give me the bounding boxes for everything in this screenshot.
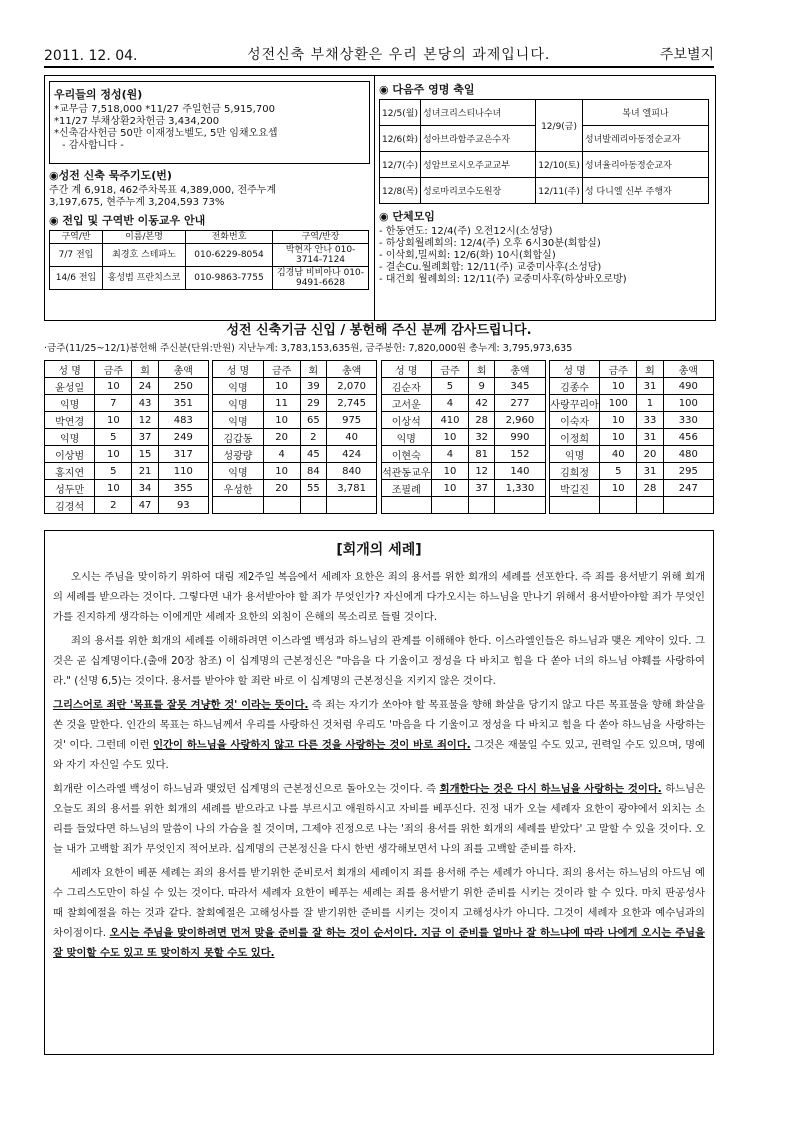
prayer-line: 3,197,675, 현주누계 3,204,593 73% [49, 197, 225, 208]
donor-cell: 990 [495, 429, 545, 446]
donor-cell: 10 [600, 412, 637, 429]
cell-phone: 010-6229-8054 [186, 244, 273, 267]
donor-cell: 31 [637, 378, 663, 395]
donor-cell: 12 [132, 412, 158, 429]
table-row [45, 463, 714, 480]
donor-cell: 11 [263, 395, 300, 412]
donor-cell: 1 [637, 395, 663, 412]
donor-cell: 33 [637, 412, 663, 429]
group-line: - 한동연도: 12/4(주) 오전12시(소성당) [379, 226, 553, 237]
donor-section [44, 360, 714, 514]
donor-cell: 55 [300, 480, 326, 497]
table-row [380, 100, 709, 126]
right-column [375, 76, 715, 320]
donor-cell: 152 [495, 446, 545, 463]
feast-name: 성녀율리아동정순교자 [582, 152, 708, 178]
sermon-paragraph [53, 695, 705, 775]
donor-cell: 110 [158, 463, 208, 480]
sermon-paragraph [53, 863, 705, 963]
donor-cell: 43 [132, 395, 158, 412]
donor-cell: 10 [431, 463, 468, 480]
donor-cell [469, 497, 495, 514]
feast-date: 12/8(목) [380, 178, 421, 204]
donor-cell: 익명 [549, 446, 599, 463]
offering-thanks: - 감사합니다 - [62, 140, 124, 151]
donor-cell: 익명 [381, 429, 431, 446]
offering-line: *11/27 부채상환2차헌금 3,434,200 [54, 116, 220, 127]
donor-cell: 10 [600, 429, 637, 446]
donor-cell: 홍지연 [45, 463, 95, 480]
col-header: 총액 [495, 361, 545, 378]
donor-cell: 410 [431, 412, 468, 429]
donor-cell: 사랑꾸리아 [549, 395, 599, 412]
donor-cell: 295 [663, 463, 713, 480]
donor-cell: 31 [637, 463, 663, 480]
donor-cell: 47 [132, 497, 158, 514]
donor-cell [600, 497, 637, 514]
feast-table [379, 99, 709, 204]
group-title: ◉ 단체모임 [379, 210, 435, 223]
sermon-title: [회개의 세례] [336, 542, 422, 558]
donor-cell: 10 [600, 378, 637, 395]
table-row [45, 497, 714, 514]
donor-cell: 7 [95, 395, 132, 412]
donor-cell: 익명 [213, 378, 263, 395]
donor-cell: 김경석 [45, 497, 95, 514]
donor-cell [431, 497, 468, 514]
donor-cell: 45 [300, 446, 326, 463]
sermon-text: 오시는 주님을 맞이하기 위하여 대림 제2주일 복음에서 세례자 요한은 죄의 용서를 위한 회개의 세례를 선포한다. 즉 죄를 용서받기 위해 회개의 세례를 받으라는 것이다. 그렇다면 내가 용서받아야 할 죄가 무엇인가? 자신에게 다가오시는 하느님을 만나기 위해서 용서받아야할 죄가 무엇인가를 진지하게 생각하는 이에게만 세례자 요한의 외침이 은해의 목소리로 들릴 것이다. [53, 571, 705, 623]
col-header: 회 [469, 361, 495, 378]
col-header: 구역/반장 [273, 231, 369, 244]
col-header: 금주 [431, 361, 468, 378]
donor-cell: 박연경 [45, 412, 95, 429]
prayer-line: 주간 계 6,918, 462주차목표 4,389,000, 전주누계 [49, 185, 277, 196]
donor-cell [326, 497, 376, 514]
sermon-text: 즉 죄는 자기가 쏘아야 할 목표물을 향해 화살을 당기지 않고 다른 목표물을 향해 화살을 쏜 것을 말한다. 인간의 목표는 하느님께서 우리를 사랑하신 것처럼 우리도 '마음을 다 기울이고 정성을 다 바치고 힘을 다 쏟아 하느님을 사랑하는 것' 이다. 그런데 이런 [53, 699, 705, 751]
transfer-table [49, 230, 369, 290]
donor-cell: 317 [158, 446, 208, 463]
donor-cell: 34 [132, 480, 158, 497]
col-header: 회 [132, 361, 158, 378]
donor-cell: 29 [300, 395, 326, 412]
donor-cell: 10 [263, 378, 300, 395]
donor-cell: 조필례 [381, 480, 431, 497]
donor-cell: 480 [663, 446, 713, 463]
table-row [380, 178, 709, 204]
donor-cell: 우성한 [213, 480, 263, 497]
left-column [45, 76, 375, 320]
feast-name: 성 다니엘 신부 주행자 [582, 178, 708, 204]
donor-cell: 40 [326, 429, 376, 446]
donor-cell [663, 497, 713, 514]
emphasis-text: 그리스어로 죄란 '목표를 잘못 겨냥한 것' 이라는 뜻이다. [53, 699, 309, 711]
donor-cell: 10 [95, 480, 132, 497]
col-header: 성 명 [381, 361, 431, 378]
donor-cell: 2 [95, 497, 132, 514]
feast-date: 12/6(화) [380, 126, 421, 152]
sermon-paragraph [53, 631, 705, 691]
offering-line: *교무금 7,518,000 *11/27 주일헌금 5,915,700 [54, 104, 275, 115]
donor-cell: 490 [663, 378, 713, 395]
donor-cell: 익명 [213, 463, 263, 480]
page-header [44, 42, 714, 68]
offering-box [49, 81, 370, 164]
donor-cell: 20 [263, 429, 300, 446]
donor-cell: 4 [263, 446, 300, 463]
transfer-section [49, 212, 370, 290]
donor-cell: 성두만 [45, 480, 95, 497]
emphasis-text: 회개한다는 것은 다시 하느님을 사랑하는 것이다. [439, 783, 662, 795]
table-row [45, 429, 714, 446]
donor-cell: 330 [663, 412, 713, 429]
donor-table [44, 360, 714, 514]
donor-cell: 84 [300, 463, 326, 480]
emphasis-text: 오시는 주님을 맞이하려면 먼저 맞을 준비를 잘 하는 것이 순서이다. 지금 이 준비를 얼마나 잘 하느냐에 따라 나에게 오시는 주님을 잘 맞이할 수도 있고 또 맞이하지 못할 수도 있다. [53, 927, 705, 959]
col-header: 금주 [263, 361, 300, 378]
sermon-paragraph [53, 779, 705, 859]
donor-cell: 김갑동 [213, 429, 263, 446]
donor-cell [637, 497, 663, 514]
col-header: 총액 [326, 361, 376, 378]
donor-cell: 424 [326, 446, 376, 463]
donor-cell: 성광량 [213, 446, 263, 463]
donor-cell: 42 [469, 395, 495, 412]
cell-leader: 김경남 비비아나 010-9491-6628 [273, 267, 369, 290]
donor-cell: 5 [600, 463, 637, 480]
donor-cell [495, 497, 545, 514]
header-title: 성전신축 부채상환은 우리 본당의 과제입니다. [247, 47, 551, 63]
donor-cell: 익명 [213, 412, 263, 429]
feast-date: 12/7(수) [380, 152, 421, 178]
donor-cell: 10 [95, 446, 132, 463]
donor-cell: 4 [431, 395, 468, 412]
offering-title: 우리들의 정성(원) [54, 88, 143, 101]
donor-cell: 윤성일 [45, 378, 95, 395]
col-header: 성 명 [213, 361, 263, 378]
donor-cell: 250 [158, 378, 208, 395]
donor-cell: 40 [600, 446, 637, 463]
feast-name: 성아브라함주교은수자 [421, 126, 536, 152]
donor-cell: 32 [469, 429, 495, 446]
donor-cell: 21 [132, 463, 158, 480]
donor-cell: 이상범 [45, 446, 95, 463]
cell-area: 14/6 전입 [50, 267, 103, 290]
sermon-text: 회개란 이스라엘 백성이 하느님과 맺었던 십계명의 근본정신으로 돌아오는 것이다. 즉 [53, 783, 440, 795]
col-header: 전화번호 [186, 231, 273, 244]
col-header: 회 [300, 361, 326, 378]
donor-cell: 2 [300, 429, 326, 446]
feast-title: ◉ 다음주 영명 축일 [379, 83, 475, 96]
donor-cell: 483 [158, 412, 208, 429]
donor-cell: 김순자 [381, 378, 431, 395]
donor-cell: 249 [158, 429, 208, 446]
donor-cell [263, 497, 300, 514]
donor-cell: 익명 [45, 395, 95, 412]
donor-cell: 익명 [213, 395, 263, 412]
donor-cell: 5 [95, 463, 132, 480]
table-row [50, 267, 369, 290]
donor-cell: 345 [495, 378, 545, 395]
prayer-title: ◉성전 신축 묵주기도(번) [49, 169, 172, 182]
donor-cell: 12 [469, 463, 495, 480]
donor-cell [213, 497, 263, 514]
donor-cell: 10 [431, 480, 468, 497]
donor-cell: 석관동교우 [381, 463, 431, 480]
table-row [50, 244, 369, 267]
col-header: 이름/본명 [103, 231, 186, 244]
table-row [45, 480, 714, 497]
donor-cell: 이정희 [549, 429, 599, 446]
feast-name: 복녀 엘피나 [582, 100, 708, 126]
sermon-box [44, 530, 714, 1055]
donor-cell: 10 [431, 429, 468, 446]
feast-name: 성녀발레리아동정순교자 [582, 126, 708, 152]
donor-cell: 28 [469, 412, 495, 429]
col-header: 성 명 [549, 361, 599, 378]
group-line: - 이삭회,밀씨회: 12/6(화) 10시(회합실) [379, 250, 556, 261]
donor-cell: 김종수 [549, 378, 599, 395]
donor-cell: 박길진 [549, 480, 599, 497]
donor-cell: 5 [95, 429, 132, 446]
donor-cell: 9 [469, 378, 495, 395]
donor-cell: 840 [326, 463, 376, 480]
donor-cell: 15 [132, 446, 158, 463]
cell-phone: 010-9863-7755 [186, 267, 273, 290]
table-row [45, 395, 714, 412]
donor-header-row [45, 361, 714, 378]
transfer-title: ◉ 전입 및 구역반 이동교우 안내 [49, 214, 206, 227]
col-header: 회 [637, 361, 663, 378]
col-header: 구역/반 [50, 231, 103, 244]
sermon-text: 죄의 용서를 위한 회개의 세례를 이해하려면 이스라엘 백성과 하느님의 관계를 이해해야 한다. 이스라엘인들은 하느님과 맺은 계약이 있다. 그것은 곧 십계명이다.(출애 20장 참조) 이 십계명의 근본정신은 "마음을 다 기울이고 정성을 다 바치고 힘을 다 쏟아 너의 하느님 야훼를 사랑하여라." (신명 6,5)는 것이다. 용서를 받아야 할 죄란 바로 이 십계명의 근본정신을 지키지 않은 것이다. [53, 635, 705, 687]
cell-name: 최경호 스테파노 [103, 244, 186, 267]
donor-cell: 81 [469, 446, 495, 463]
donor-cell: 20 [637, 446, 663, 463]
donor-cell [549, 497, 599, 514]
donor-cell: 1,330 [495, 480, 545, 497]
donor-cell: 이현숙 [381, 446, 431, 463]
header-date: 2011. 12. 04. [44, 48, 138, 64]
col-header: 총액 [158, 361, 208, 378]
donor-cell: 37 [469, 480, 495, 497]
prayer-section [49, 167, 370, 209]
donor-cell: 100 [663, 395, 713, 412]
donor-cell: 10 [263, 463, 300, 480]
table-row [380, 152, 709, 178]
donor-cell: 익명 [45, 429, 95, 446]
donor-cell: 93 [158, 497, 208, 514]
donor-cell: 김희정 [549, 463, 599, 480]
sermon-text: 세례자 요한이 베푼 세례는 죄의 용서를 받기위한 준비로서 회개의 세례이지 죄를 용서해 주는 세례가 아니다. 죄의 용서는 하느님의 아드님 예수 그리스도만이 하실 수 있는 것이다. 따라서 세례자 요한이 베푸는 세례는 죄를 용서받기 위한 준비를 시키는 것이라 할 수 있다. 마치 판공성사때 찰회예절을 하는 것과 같다. 찰회예절은 고해성사를 잘 받기위한 준비를 시키는 것이지 고해성사가 아니다. 그것이 세례자 요한과 예수님과의 차이점이다. [53, 867, 705, 939]
donation-heading [44, 322, 714, 358]
sermon-text: 하느님은 오늘도 죄의 용서를 위한 회개의 세례를 받으라고 나를 부르시고 애원하시고 자비를 베푸신다. 진정 내가 오늘 세례자 요한이 광야에서 외치는 소리를 들었다면 하느님의 말씀이 나의 가슴을 칠 것이며, 그제야 진정으로 나는 '죄의 용서를 위한 회개의 세례를 받았다' 고 말할 수 있을 것이다. 오늘 내가 고백할 죄가 무엇인지 적어보라. 십계명의 근본정신을 다시 한번 생각해보면서 나의 죄를 고백할 준비를 하자. [53, 783, 705, 855]
donor-cell: 247 [663, 480, 713, 497]
donor-cell: 31 [637, 429, 663, 446]
table-row [45, 412, 714, 429]
feast-name: 성녀크리스티나수녀 [421, 100, 536, 126]
donation-title: 성전 신축기금 신입 / 봉헌해 주신 분께 감사드립니다. [226, 323, 532, 338]
sermon-text: 그것은 재물일 수도 있고, 권력일 수도 있으며, 명예와 자기 자신일 수도 있다. [53, 739, 705, 771]
group-line: - 결손Cu.월례회합: 12/11(주) 교중미사후(소성당) [379, 262, 602, 273]
sermon-paragraph [53, 567, 705, 627]
donation-summary: ·금주(11/25~12/1)봉헌해 주신분(단위:만원) 지난누계: 3,783,153,635원, 금주봉헌: 7,820,000원 총누계: 3,795,973,635 [44, 343, 573, 354]
feast-date: 12/5(월) [380, 100, 421, 126]
donor-cell: 10 [95, 378, 132, 395]
donor-cell: 65 [300, 412, 326, 429]
donor-cell: 이상석 [381, 412, 431, 429]
donor-cell: 이숙자 [549, 412, 599, 429]
group-line: - 하상회월례회의: 12/4(주) 오후 6시30분(회합실) [379, 238, 601, 249]
donor-cell: 277 [495, 395, 545, 412]
donor-cell: 37 [132, 429, 158, 446]
donor-cell: 10 [600, 480, 637, 497]
cell-area: 7/7 전입 [50, 244, 103, 267]
group-section [379, 208, 711, 286]
top-section [44, 75, 716, 321]
donor-cell: 100 [600, 395, 637, 412]
donor-cell: 20 [263, 480, 300, 497]
donor-cell: 24 [132, 378, 158, 395]
donor-cell: 140 [495, 463, 545, 480]
donor-cell: 2,745 [326, 395, 376, 412]
donor-cell [300, 497, 326, 514]
feast-date: 12/11(주) [536, 178, 583, 204]
feast-name: 성암브로시오주교교부 [421, 152, 536, 178]
col-header: 금주 [600, 361, 637, 378]
cell-name: 홍성범 프란치스코 [103, 267, 186, 290]
donor-cell: 351 [158, 395, 208, 412]
feast-date: 12/10(토) [536, 152, 583, 178]
donor-cell: 456 [663, 429, 713, 446]
emphasis-text: 인간이 하느님을 사랑하지 않고 다른 것을 사랑하는 것이 바로 죄이다. [153, 739, 471, 751]
donor-cell: 5 [431, 378, 468, 395]
donor-cell: 2,960 [495, 412, 545, 429]
donor-cell: 10 [263, 412, 300, 429]
table-row [45, 378, 714, 395]
donor-cell: 2,070 [326, 378, 376, 395]
donor-cell: 355 [158, 480, 208, 497]
header-label: 주보별지 [659, 47, 714, 63]
donor-cell: 고서운 [381, 395, 431, 412]
feast-name: 성로마리코수도원장 [421, 178, 536, 204]
cell-leader: 박현자 안나 010-3714-7124 [273, 244, 369, 267]
donor-cell: 975 [326, 412, 376, 429]
donor-cell: 10 [95, 412, 132, 429]
feast-date: 12/9(금) [536, 100, 583, 152]
offering-line: *신축감사헌금 50만 이재정노벨도, 5만 임채오요셉 [54, 128, 278, 139]
donor-cell: 3,781 [326, 480, 376, 497]
group-line: - 대건회 월례회의: 12/11(주) 교중미사후(하상바오로방) [379, 274, 627, 285]
table-row [45, 446, 714, 463]
donor-cell [381, 497, 431, 514]
col-header: 성 명 [45, 361, 95, 378]
donor-cell: 39 [300, 378, 326, 395]
donor-cell: 4 [431, 446, 468, 463]
col-header: 총액 [663, 361, 713, 378]
col-header: 금주 [95, 361, 132, 378]
donor-cell: 28 [637, 480, 663, 497]
